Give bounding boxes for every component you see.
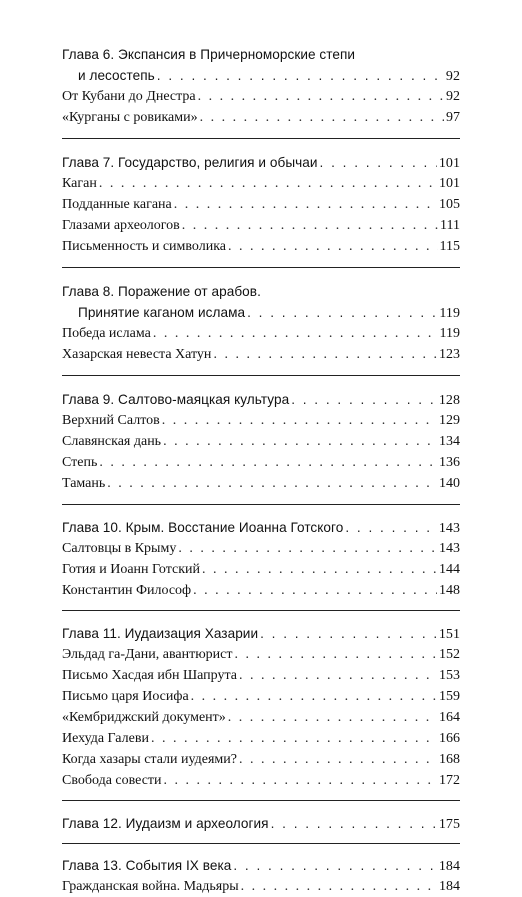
dot-leader — [241, 876, 437, 897]
toc-entry — [62, 686, 460, 707]
section-divider — [62, 375, 460, 376]
dot-leader — [247, 302, 437, 323]
toc-entry — [62, 473, 460, 494]
chapter-heading-line — [62, 44, 460, 65]
dot-leader — [235, 644, 437, 665]
dot-leader — [151, 728, 437, 749]
page-number: 184 — [439, 879, 460, 894]
dot-leader — [162, 410, 437, 431]
page-number: 92 — [446, 89, 460, 104]
dot-leader — [213, 344, 437, 365]
entry-title: Письменность и символика — [62, 239, 226, 254]
page-number: 144 — [439, 562, 460, 577]
entry-title: Степь — [62, 455, 98, 470]
toc-entry — [62, 194, 460, 215]
dot-leader — [174, 194, 437, 215]
dot-leader — [99, 452, 437, 473]
chapter-title: Глава 10. Крым. Восстание Иоанна Готского — [62, 520, 344, 535]
entry-title: Константин Философ — [62, 583, 192, 598]
dot-leader — [291, 389, 437, 410]
page-number: 172 — [439, 773, 460, 788]
entry-title: Верхний Салтов — [62, 413, 160, 428]
entry-title: Свобода совести — [62, 773, 162, 788]
page-number: 136 — [439, 455, 460, 470]
toc-entry — [62, 770, 460, 791]
chapter-title: Глава 9. Салтово-маяцкая культура — [62, 392, 290, 407]
chapter-section — [62, 623, 460, 791]
section-divider — [62, 504, 460, 505]
chapter-section — [62, 389, 460, 494]
dot-leader — [198, 86, 444, 107]
chapter-title: Глава 11. Иудаизация Хазарии — [62, 626, 259, 641]
toc-entry — [62, 236, 460, 257]
toc-entry — [62, 707, 460, 728]
page-number: 129 — [439, 413, 460, 428]
toc-entry — [62, 107, 460, 128]
page-number: 92 — [445, 69, 460, 84]
entry-title: Когда хазары стали иудеями? — [62, 752, 237, 767]
toc-entry — [62, 452, 460, 473]
dot-leader — [191, 686, 437, 707]
page-number: 152 — [439, 647, 460, 662]
chapter-section — [62, 813, 460, 834]
chapter-heading-line — [62, 152, 460, 173]
page-number: 119 — [439, 306, 460, 321]
toc-entry — [62, 173, 460, 194]
chapter-heading-line — [62, 302, 460, 323]
page-number: 148 — [439, 583, 460, 598]
dot-leader — [200, 107, 444, 128]
page-number: 153 — [439, 668, 460, 683]
toc-entry — [62, 728, 460, 749]
section-divider — [62, 800, 460, 801]
page-number: 164 — [439, 710, 460, 725]
chapter-section — [62, 281, 460, 365]
section-divider — [62, 843, 460, 844]
toc-entry — [62, 215, 460, 236]
dot-leader — [99, 173, 437, 194]
toc-entry — [62, 410, 460, 431]
dot-leader — [345, 517, 436, 538]
section-divider — [62, 610, 460, 611]
entry-title: Победа ислама — [62, 326, 151, 341]
dot-leader — [193, 580, 437, 601]
entry-title: Гражданская война. Мадьяры — [62, 879, 239, 894]
page-number: 175 — [438, 817, 460, 832]
dot-leader — [320, 152, 437, 173]
chapter-heading-line — [62, 855, 460, 876]
chapter-section — [62, 517, 460, 601]
table-of-contents — [62, 44, 460, 897]
dot-leader — [260, 623, 437, 644]
toc-entry — [62, 344, 460, 365]
entry-title: Иехуда Галеви — [62, 731, 149, 746]
dot-leader — [271, 813, 437, 834]
dot-leader — [178, 538, 437, 559]
chapter-title: Глава 7. Государство, религия и обычаи — [62, 155, 318, 170]
page-number: 166 — [439, 731, 460, 746]
page-number: 140 — [439, 476, 460, 491]
chapter-heading-line — [62, 65, 460, 86]
toc-entry — [62, 876, 460, 897]
chapter-title: Глава 6. Экспансия в Причерноморские степи — [62, 47, 356, 62]
chapter-section — [62, 44, 460, 128]
dot-leader — [233, 855, 436, 876]
dot-leader — [228, 236, 438, 257]
page-number: 111 — [440, 218, 460, 233]
dot-leader — [228, 707, 437, 728]
chapter-section — [62, 152, 460, 257]
page-number: 115 — [439, 239, 460, 254]
page-number: 134 — [439, 434, 460, 449]
chapter-title: Глава 8. Поражение от арабов. — [62, 284, 261, 299]
dot-leader — [182, 215, 438, 236]
page-number: 105 — [439, 197, 460, 212]
dot-leader — [164, 770, 437, 791]
toc-entry — [62, 559, 460, 580]
entry-title: Хазарская невеста Хатун — [62, 347, 212, 362]
page-number: 119 — [439, 326, 460, 341]
dot-leader — [163, 431, 437, 452]
section-divider — [62, 267, 460, 268]
page-number: 151 — [438, 627, 460, 642]
chapter-title: Глава 13. События IX века — [62, 858, 232, 873]
toc-entry — [62, 431, 460, 452]
chapter-heading-line — [62, 281, 460, 302]
page-number: 159 — [439, 689, 460, 704]
page-number: 184 — [438, 859, 460, 874]
entry-title: Подданные кагана — [62, 197, 172, 212]
dot-leader — [157, 65, 444, 86]
chapter-title: Принятие каганом ислама — [78, 305, 246, 320]
page-number: 123 — [439, 347, 460, 362]
entry-title: От Кубани до Днестра — [62, 89, 196, 104]
entry-title: Славянская дань — [62, 434, 162, 449]
toc-entry — [62, 749, 460, 770]
toc-entry — [62, 323, 460, 344]
page-number: 128 — [438, 393, 460, 408]
chapter-title: Глава 12. Иудаизм и археология — [62, 816, 269, 831]
chapter-title: и лесостепь — [78, 68, 155, 83]
dot-leader — [153, 323, 438, 344]
chapter-heading-line — [62, 813, 460, 834]
chapter-heading-line — [62, 517, 460, 538]
entry-title: Салтовцы в Крыму — [62, 541, 177, 556]
chapter-heading-line — [62, 623, 460, 644]
entry-title: Тамань — [62, 476, 106, 491]
page-number: 143 — [438, 521, 460, 536]
toc-entry — [62, 665, 460, 686]
page-number: 143 — [439, 541, 460, 556]
toc-entry — [62, 644, 460, 665]
dot-leader — [239, 665, 437, 686]
toc-entry — [62, 580, 460, 601]
dot-leader — [107, 473, 437, 494]
entry-title: Глазами археологов — [62, 218, 180, 233]
entry-title: «Кембриджский документ» — [62, 710, 226, 725]
entry-title: «Курганы с ровиками» — [62, 110, 198, 125]
toc-entry — [62, 538, 460, 559]
dot-leader — [239, 749, 437, 770]
toc-entry — [62, 86, 460, 107]
page-number: 101 — [438, 156, 460, 171]
page-number: 97 — [446, 110, 460, 125]
entry-title: Готия и Иоанн Готский — [62, 562, 200, 577]
entry-title: Письмо Хасдая ибн Шапрута — [62, 668, 237, 683]
chapter-section — [62, 855, 460, 897]
entry-title: Письмо царя Иосифа — [62, 689, 189, 704]
entry-title: Каган — [62, 176, 97, 191]
page-number: 101 — [439, 176, 460, 191]
dot-leader — [202, 559, 437, 580]
chapter-heading-line — [62, 389, 460, 410]
section-divider — [62, 138, 460, 139]
entry-title: Эльдад га-Дани, авантюрист — [62, 647, 233, 662]
page-number: 168 — [439, 752, 460, 767]
